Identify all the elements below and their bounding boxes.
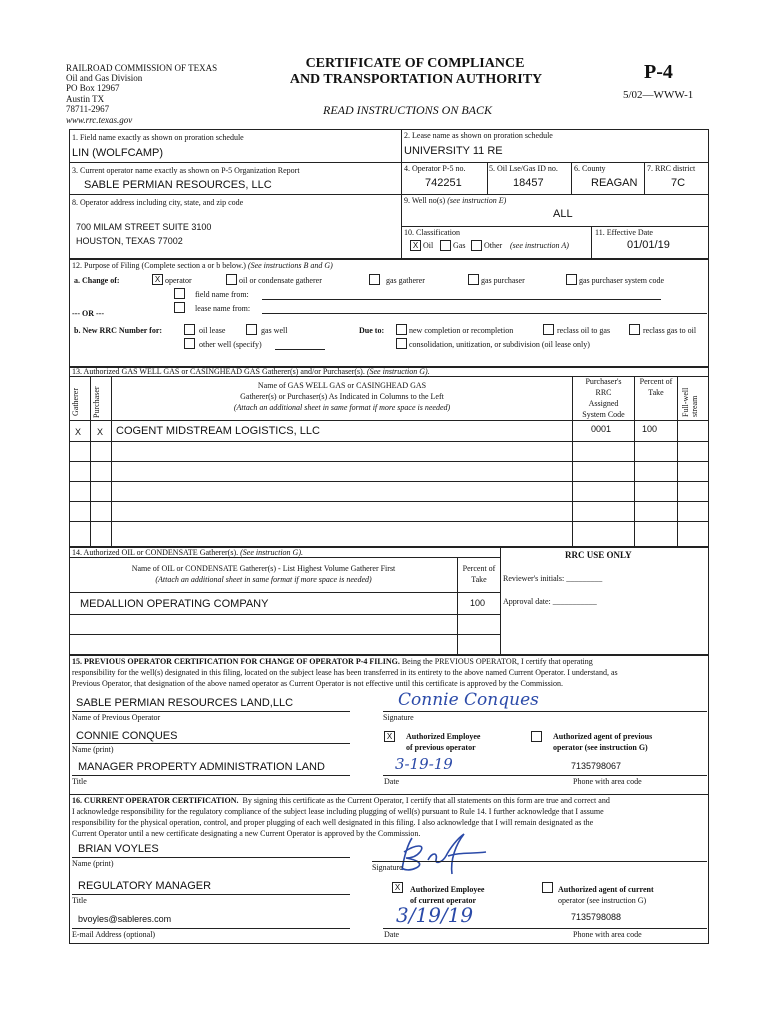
field7-value[interactable]: 7C bbox=[671, 177, 686, 189]
field13-col-pct-2: Take bbox=[648, 388, 664, 397]
field13-col-code-2: RRC bbox=[595, 388, 612, 397]
field16-email-label: E-mail Address (optional) bbox=[72, 930, 156, 939]
field12-gas-gatherer-label: gas gatherer bbox=[386, 276, 425, 285]
field12-new-rrc: b. New RRC Number for: bbox=[74, 326, 163, 335]
field13-row1-gatherer[interactable]: X bbox=[75, 427, 82, 437]
field3-label: 3. Current operator name exactly as shown on P-5 Organization Report bbox=[72, 166, 300, 175]
rrc-approval: Approval date: ___________ bbox=[503, 597, 597, 606]
field12-or: --- OR --- bbox=[72, 309, 104, 318]
field10-other-label: Other bbox=[484, 241, 503, 250]
field16-title-label: Title bbox=[72, 896, 87, 905]
agency-zip: 78711-2967 bbox=[66, 104, 110, 114]
field6-value[interactable]: REAGAN bbox=[591, 177, 638, 189]
field3-value[interactable]: SABLE PERMIAN RESOURCES, LLC bbox=[84, 179, 272, 191]
field12-oil-gatherer-label: oil or condensate gatherer bbox=[239, 276, 322, 285]
field15-text2: responsibility for the well(s) designated in this filing, located on the subject lease has been transferred in its entirety to the above named Current Operator. I understand, as bbox=[72, 668, 618, 677]
field13-col-gatherer: Gatherer bbox=[71, 388, 80, 416]
field14-col-pct-1: Percent of bbox=[462, 564, 496, 573]
field15-signature-ink: Connie Conques bbox=[398, 690, 539, 710]
form-code: P-4 bbox=[644, 61, 673, 83]
form-title-line2: AND TRANSPORTATION AUTHORITY bbox=[289, 72, 543, 87]
field13-label-note: (See instruction G). bbox=[366, 367, 430, 376]
field13-col-pct-1: Percent of bbox=[639, 377, 673, 386]
field16-date-label: Date bbox=[384, 930, 400, 939]
field12-new-completion-label: new completion or recompletion bbox=[409, 326, 514, 335]
agency-division: Oil and Gas Division bbox=[66, 73, 143, 83]
field16-phone[interactable]: 7135798088 bbox=[571, 912, 622, 922]
field16-date-ink: 3/19/19 bbox=[396, 903, 474, 927]
field12-gas-gatherer-checkbox[interactable] bbox=[369, 274, 380, 285]
field14-col-name-1: Name of OIL or CONDENSATE Gatherer(s) - List Highest Volume Gatherer First bbox=[131, 564, 396, 573]
field2-value[interactable]: UNIVERSITY 11 RE bbox=[404, 145, 503, 157]
field14-label: 14. Authorized OIL or CONDENSATE Gatherer(s). bbox=[72, 548, 241, 557]
field15-auth-employee-checkbox[interactable]: X bbox=[384, 731, 395, 742]
field16-text1: By signing this certificate as the Current Operator, I certify that all statements on this form are true and correct and bbox=[242, 796, 610, 805]
field12-operator-checkbox[interactable]: X bbox=[152, 274, 163, 285]
rrc-reviewer: Reviewer's initials: _________ bbox=[503, 574, 603, 583]
field12-oil-lease-label: oil lease bbox=[199, 326, 226, 335]
field12-operator-label: operator bbox=[165, 276, 192, 285]
field10-gas-checkbox[interactable] bbox=[440, 240, 451, 251]
field11-label: 11. Effective Date bbox=[595, 228, 653, 237]
field14-row1-name[interactable]: MEDALLION OPERATING COMPANY bbox=[80, 598, 269, 610]
instructions-note: READ INSTRUCTIONS ON BACK bbox=[322, 103, 492, 117]
field15-name-print[interactable]: CONNIE CONQUES bbox=[76, 730, 178, 742]
field15-signature-label: Signature bbox=[383, 713, 414, 722]
field4-label: 4. Operator P-5 no. bbox=[404, 164, 466, 173]
field16-auth-employee-2: of current operator bbox=[410, 896, 477, 905]
field16-heading: 16. CURRENT OPERATOR CERTIFICATION. bbox=[72, 796, 239, 805]
field12-new-completion-checkbox[interactable] bbox=[396, 324, 407, 335]
field7-label: 7. RRC district bbox=[647, 164, 696, 173]
field13-col-name-3: (Attach an additional sheet in same format if more space is needed) bbox=[233, 403, 451, 412]
field12-other-well-checkbox[interactable] bbox=[184, 338, 195, 349]
field15-text1: Being the PREVIOUS OPERATOR, I certify that operating bbox=[401, 657, 593, 666]
agency-city: Austin TX bbox=[66, 94, 105, 104]
field15-auth-employee-1: Authorized Employee bbox=[406, 732, 481, 741]
field15-name-print-label: Name (print) bbox=[72, 745, 114, 754]
field12-reclass-gas-checkbox[interactable] bbox=[629, 324, 640, 335]
field16-signature-ink bbox=[390, 830, 500, 878]
field12-lease-name-checkbox[interactable] bbox=[174, 302, 185, 313]
field16-name-print-label: Name (print) bbox=[72, 859, 114, 868]
field13-row1-purchaser[interactable]: X bbox=[97, 427, 104, 437]
field16-auth-agent-checkbox[interactable] bbox=[542, 882, 553, 893]
field12-reclass-oil-checkbox[interactable] bbox=[543, 324, 554, 335]
agency-website: www.rrc.texas.gov bbox=[66, 115, 133, 125]
field12-other-well-label: other well (specify) bbox=[199, 340, 262, 349]
field15-date-ink: 3-19-19 bbox=[395, 755, 453, 773]
field5-label: 5. Oil Lse/Gas ID no. bbox=[489, 164, 558, 173]
field15-phone[interactable]: 7135798067 bbox=[571, 761, 622, 771]
field15-text3: Previous Operator, that designation of the above named operator as Current Operator is not effective until this certificate is approved by the Commission. bbox=[72, 679, 563, 688]
field8-label: 8. Operator address including city, state, and zip code bbox=[72, 198, 244, 207]
field12-field-name-checkbox[interactable] bbox=[174, 288, 185, 299]
field13-label: 13. Authorized GAS WELL GAS or CASINGHEAD GAS Gatherer(s) and/or Purchaser(s). bbox=[72, 367, 367, 376]
field11-value[interactable]: 01/01/19 bbox=[627, 239, 670, 251]
field12-oil-lease-checkbox[interactable] bbox=[184, 324, 195, 335]
field12-label-note: (See instructions B and G) bbox=[247, 261, 333, 270]
field14-row1-percent[interactable]: 100 bbox=[470, 598, 486, 608]
field13-row1-percent[interactable]: 100 bbox=[642, 424, 658, 434]
field12-gas-purchaser-code-label: gas purchaser system code bbox=[579, 276, 665, 285]
field16-auth-agent-2: operator (see instruction G) bbox=[558, 896, 647, 905]
field12-label: 12. Purpose of Filing (Complete section a or b below.) bbox=[72, 261, 248, 270]
field12-lease-name-label: lease name from: bbox=[195, 304, 251, 313]
field10-oil-checkbox[interactable]: X bbox=[410, 240, 421, 251]
field12-gas-well-label: gas well bbox=[261, 326, 288, 335]
field13-row1-code[interactable]: 0001 bbox=[591, 424, 612, 434]
field12-change-of: a. Change of: bbox=[74, 276, 120, 285]
field16-title-value[interactable]: REGULATORY MANAGER bbox=[78, 880, 212, 892]
field10-other-checkbox[interactable] bbox=[471, 240, 482, 251]
field15-date-label: Date bbox=[384, 777, 400, 786]
field10-note: (see instruction A) bbox=[510, 241, 569, 250]
field13-row1-name[interactable]: COGENT MIDSTREAM LOGISTICS, LLC bbox=[116, 425, 320, 437]
field15-prev-operator[interactable]: SABLE PERMIAN RESOURCES LAND,LLC bbox=[76, 697, 294, 709]
field1-label: 1. Field name exactly as shown on proration schedule bbox=[72, 133, 244, 142]
field16-text4: Current Operator until a new certificate designating a new Current Operator is approved by the Commission. bbox=[72, 829, 421, 838]
field10-gas-label: Gas bbox=[453, 241, 466, 250]
field2-label: 2. Lease name as shown on proration schedule bbox=[404, 131, 553, 140]
form-version: 5/02—WWW-1 bbox=[623, 89, 694, 101]
field12-gas-purchaser-code-checkbox[interactable] bbox=[566, 274, 577, 285]
field4-value[interactable]: 742251 bbox=[425, 177, 462, 189]
field6-label: 6. County bbox=[574, 164, 606, 173]
field15-auth-employee-2: of previous operator bbox=[406, 743, 476, 752]
field15-auth-agent-1: Authorized agent of previous bbox=[553, 732, 653, 741]
field9-value[interactable]: ALL bbox=[553, 208, 573, 220]
field9-label-note: (see instruction E) bbox=[447, 196, 507, 205]
field15-heading: 15. PREVIOUS OPERATOR CERTIFICATION FOR CHANGE OF OPERATOR P-4 FILING. bbox=[72, 657, 400, 666]
field12-oil-gatherer-checkbox[interactable] bbox=[226, 274, 237, 285]
field16-text2: I acknowledge responsibility for the regulatory compliance of the subject lease including plugging of well(s) pursuant to Rule 14. I further acknowledge that I assume bbox=[72, 807, 604, 816]
field16-auth-employee-checkbox[interactable]: X bbox=[392, 882, 403, 893]
field16-auth-employee-1: Authorized Employee bbox=[410, 885, 485, 894]
agency-po-box: PO Box 12967 bbox=[66, 83, 120, 93]
form-title-line1: CERTIFICATE OF COMPLIANCE bbox=[305, 56, 525, 71]
field14-col-pct-2: Take bbox=[471, 575, 487, 584]
field16-email[interactable]: bvoyles@sableres.com bbox=[78, 914, 172, 924]
field12-consolidation-label: consolidation, unitization, or subdivision (oil lease only) bbox=[409, 340, 590, 349]
field13-col-fullwell: Full-well stream bbox=[681, 387, 699, 417]
field13-col-code-3: Assigned bbox=[588, 399, 619, 408]
field8-line1[interactable]: 700 MILAM STREET SUITE 3100 bbox=[76, 222, 212, 232]
field13-col-name-2: Gatherer(s) or Purchaser(s) As Indicated in Columns to the Left bbox=[240, 392, 444, 401]
field9-label: 9. Well no(s) bbox=[404, 196, 448, 205]
field12-gas-purchaser-checkbox[interactable] bbox=[468, 274, 479, 285]
field13-col-purchaser: Purchaser bbox=[92, 386, 101, 418]
field10-oil-label: Oil bbox=[423, 241, 434, 250]
agency-name: RAILROAD COMMISSION OF TEXAS bbox=[66, 63, 218, 73]
field14-label-note: (See instruction G). bbox=[240, 548, 303, 557]
field13-col-code-4: System Code bbox=[582, 410, 625, 419]
field12-reclass-gas-label: reclass gas to oil bbox=[643, 326, 697, 335]
field12-reclass-oil-label: reclass oil to gas bbox=[557, 326, 611, 335]
field13-col-code-1: Purchaser's bbox=[585, 377, 622, 386]
field8-line2[interactable]: HOUSTON, TEXAS 77002 bbox=[76, 236, 183, 246]
field16-auth-agent-1: Authorized agent of current bbox=[558, 885, 654, 894]
field12-field-name-label: field name from: bbox=[195, 290, 249, 299]
field16-name-print[interactable]: BRIAN VOYLES bbox=[78, 843, 159, 855]
field15-prev-operator-label: Name of Previous Operator bbox=[72, 713, 161, 722]
field14-col-name-2: (Attach an additional sheet in same format if more space is needed) bbox=[155, 575, 372, 584]
field12-gas-well-checkbox[interactable] bbox=[246, 324, 257, 335]
field16-text3: responsibility for the physical operation, control, and proper plugging of each well designated in this filing. I also acknowledge that I will remain designated as the bbox=[72, 818, 594, 827]
field10-label: 10. Classification bbox=[404, 228, 460, 237]
field1-value[interactable]: LIN (WOLFCAMP) bbox=[72, 147, 164, 159]
field15-title-label: Title bbox=[72, 777, 87, 786]
field16-signature-label: Signature bbox=[372, 863, 403, 872]
field16-phone-label: Phone with area code bbox=[573, 930, 642, 939]
field13-col-name-1: Name of GAS WELL GAS or CASINGHEAD GAS bbox=[257, 381, 427, 390]
field12-consolidation-checkbox[interactable] bbox=[396, 338, 407, 349]
field15-phone-label: Phone with area code bbox=[573, 777, 642, 786]
field5-value[interactable]: 18457 bbox=[513, 177, 544, 189]
field15-auth-agent-2: operator (see instruction G) bbox=[553, 743, 648, 752]
field15-auth-agent-checkbox[interactable] bbox=[531, 731, 542, 742]
field12-gas-purchaser-label: gas purchaser bbox=[481, 276, 525, 285]
field12-due-to: Due to: bbox=[359, 326, 385, 335]
field15-title-value[interactable]: MANAGER PROPERTY ADMINISTRATION LAND bbox=[78, 761, 325, 773]
rrc-use-title: RRC USE ONLY bbox=[565, 550, 632, 560]
